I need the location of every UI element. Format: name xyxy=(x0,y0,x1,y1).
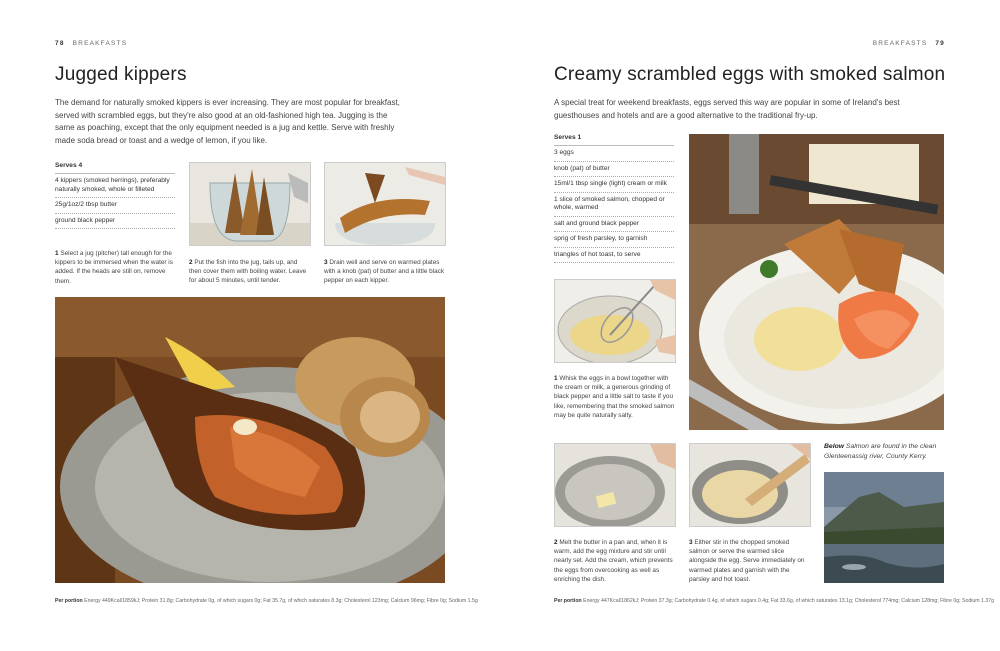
right-ingredient-item: 3 eggs xyxy=(554,146,674,162)
left-step-3 xyxy=(324,258,446,286)
step-text: Melt the butter in a pan and, when it is warm, add the egg mixture and stir until nearly set. Add the cream, which prevents the eggs from overcooking as well as enriching the dish. xyxy=(554,539,673,583)
right-page xyxy=(500,0,1000,651)
photo-whisking-eggs xyxy=(554,279,676,363)
left-folio xyxy=(55,40,127,47)
photo-stirring-eggs xyxy=(689,443,811,527)
step-text: Either stir in the chopped smoked salmon or serve the warmed slice alongside the egg. Serve immediately on warmed plates and garnish with the parsley and hot toast. xyxy=(689,539,805,583)
step-number: 2 xyxy=(189,259,193,266)
left-ingredient-item: 25g/1oz/2 tbsp butter xyxy=(55,198,175,214)
right-ingredient-item: 15ml/1 tbsp single (light) cream or milk xyxy=(554,177,674,193)
photo-butter-melting xyxy=(554,443,676,527)
step-number: 2 xyxy=(554,539,558,546)
nutrition-label: Per portion xyxy=(554,598,582,604)
right-intro: A special treat for weekend breakfasts, eggs served this way are popular in some of Ireland's best guesthouses and hotels and are a good alternative to the traditional fry-up. xyxy=(554,98,900,120)
right-step-3 xyxy=(689,538,811,584)
right-section-label: BREAKFASTS xyxy=(872,40,928,47)
photo-kipper-drained xyxy=(324,162,446,246)
left-ingredients xyxy=(55,162,175,229)
step-text: Select a jug (pitcher) tall enough for the kippers to be immersed when the water is added. If the heads are still on, remove them. xyxy=(55,250,173,285)
right-ingredient-item: knob (pat) of butter xyxy=(554,162,674,178)
right-recipe-title: Creamy scrambled eggs with smoked salmon xyxy=(554,64,946,85)
right-step-1 xyxy=(554,374,676,420)
photo-kippers-in-jug xyxy=(189,162,311,246)
right-ingredients xyxy=(554,134,674,263)
right-ingredient-item: 1 slice of smoked salmon, chopped or whole, warmed xyxy=(554,193,674,217)
left-recipe-title: Jugged kippers xyxy=(55,64,187,85)
left-page-number: 78 xyxy=(55,40,65,47)
left-intro: The demand for naturally smoked kippers is ever increasing. They are most popular for breakfast, served with scrambled eggs, but they're also good at an old-fashioned high tea. Jugging is the same as poaching, except that the only equipment needed is a jug and kettle. Serve with freshly made soda bread or toast and a wedge of lemon, if you like. xyxy=(55,98,400,145)
left-serves: Serves 4 xyxy=(55,162,175,174)
river-photo-caption xyxy=(824,442,946,461)
left-step-2 xyxy=(189,258,311,286)
left-section-label: BREAKFASTS xyxy=(72,40,128,47)
right-folio xyxy=(873,40,945,47)
caption-lead: Below xyxy=(824,443,845,450)
photo-glenteenassig-river xyxy=(824,472,944,583)
left-ingredient-item: 4 kippers (smoked herrings), preferably naturally smoked, whole or filleted xyxy=(55,174,175,198)
nutrition-text: Energy 447Kcal/1862kJ; Protein 37.3g; Carbohydrate 0.4g, of which sugars 0.4g; Fat 33.6g, of which saturates 13.1g; Cholesterol 774mg; Calcium 128mg; Fibre 0g; Sodium 1.37g xyxy=(583,598,995,604)
right-ingredient-item: sprig of fresh parsley, to garnish xyxy=(554,232,674,248)
step-text: Whisk the eggs in a bowl together with the cream or milk, a generous grinding of black pepper and a little salt to taste if you like, remembering that the smoked salmon may be quite naturally salty. xyxy=(554,375,675,419)
step-number: 3 xyxy=(324,259,328,266)
left-nutrition xyxy=(55,598,478,604)
step-number: 3 xyxy=(689,539,693,546)
caption-text: Salmon are found in the clean Glenteenassig river, County Kerry. xyxy=(824,443,937,460)
right-nutrition xyxy=(554,598,994,604)
right-ingredient-item: triangles of hot toast, to serve xyxy=(554,248,674,264)
right-ingredient-item: salt and ground black pepper xyxy=(554,217,674,233)
right-step-2 xyxy=(554,538,676,584)
step-text: Put the fish into the jug, tails up, and then cover them with boiling water. Leave for about 5 minutes, until tender. xyxy=(189,259,307,285)
nutrition-text: Energy 449Kcal/1859kJ; Protein 31.8g; Carbohydrate 0g, of which sugars 0g; Fat 35.7g, of which saturates 8.3g; Cholesterol 123mg; Calcium 96mg; Fibre 0g; Sodium 1.5g xyxy=(84,598,478,604)
right-page-number: 79 xyxy=(935,40,945,47)
photo-scrambled-eggs-salmon xyxy=(689,134,944,430)
step-number: 1 xyxy=(55,250,59,257)
left-ingredient-item: ground black pepper xyxy=(55,214,175,230)
left-step-1 xyxy=(55,249,175,286)
step-number: 1 xyxy=(554,375,558,382)
right-serves: Serves 1 xyxy=(554,134,674,146)
step-text: Drain well and serve on warmed plates with a knob (pat) of butter and a little black pepper on each kipper. xyxy=(324,259,445,285)
photo-jugged-kippers-plate xyxy=(55,297,445,583)
nutrition-label: Per portion xyxy=(55,598,83,604)
